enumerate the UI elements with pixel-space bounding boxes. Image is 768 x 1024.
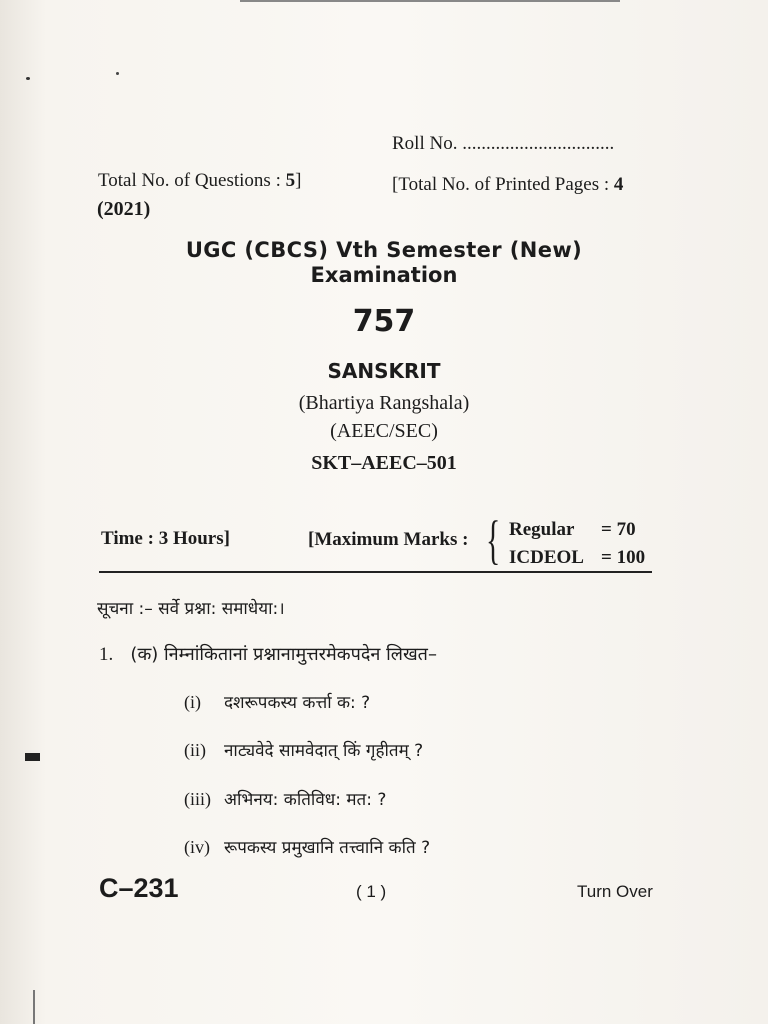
scan-speck [116,72,119,75]
subquestion-text: नाट्यवेदे सामवेदात् किं गृहीतम् ? [224,741,424,761]
total-questions-close: ] [295,170,302,191]
roll-number: Roll No. ................................ [392,133,615,154]
scan-speck [26,77,30,80]
maximum-marks-label: [Maximum Marks : [308,529,469,550]
subquestion [184,690,370,713]
footer-turn-over: Turn Over [577,882,653,901]
subquestion [184,835,430,858]
icdeol-marks [509,547,646,569]
regular-value: = 70 [601,519,636,540]
subquestion-number: (ii) [184,740,206,760]
header-divider [99,571,652,573]
binding-mark [25,753,40,761]
instruction: सूचना :– सर्वे प्रश्ना: समाधेया:। [97,599,285,619]
subquestion-text: अभिनय: कतिविध: मत: ? [224,790,387,810]
regular-label: Regular [509,519,575,540]
time-allowed: Time : 3 Hours] [101,528,230,549]
subquestion [184,738,423,761]
regular-marks [509,519,636,541]
paper-code: 757 [352,304,416,339]
page-edge-line [33,990,35,1024]
subquestion-number: (i) [184,692,201,712]
paper-category: (AEEC/SEC) [330,420,438,442]
course-code: SKT–AEEC–501 [311,452,457,474]
curly-brace: { [486,510,501,570]
page-edge-line [240,0,620,2]
total-questions [98,170,301,192]
question-number: 1. [99,644,114,665]
question-text: (क) निम्नांकितानां प्रश्नानामुत्तरमेकपदेन लिखत– [130,644,437,665]
subquestion [184,787,386,810]
exam-title-line2: Examination [310,263,458,287]
paper-name: (Bhartiya Rangshala) [298,392,470,414]
subquestion-text: रूपकस्य प्रमुखानि तत्त्वानि कति ? [224,838,431,858]
subject-name: SANSKRIT [327,359,441,383]
subquestion-number: (iii) [184,789,211,809]
question-1 [99,642,437,666]
subquestion-text: दशरूपकस्य कर्त्ता क: ? [224,693,371,713]
printed-pages [392,174,623,196]
total-questions-label: Total No. of Questions : [98,170,286,191]
printed-pages-value: 4 [613,174,624,195]
footer-paper-code: C–231 [99,873,179,903]
total-questions-value: 5 [285,170,296,191]
icdeol-label: ICDEOL [509,547,584,568]
footer-page-number: ( 1 ) [356,882,387,901]
exam-year: (2021) [97,198,151,220]
subquestion-number: (iv) [184,837,210,857]
exam-title-line1: UGC (CBCS) Vth Semester (New) [185,238,583,262]
icdeol-value: = 100 [601,547,646,568]
printed-pages-label: [Total No. of Printed Pages : [392,174,614,195]
